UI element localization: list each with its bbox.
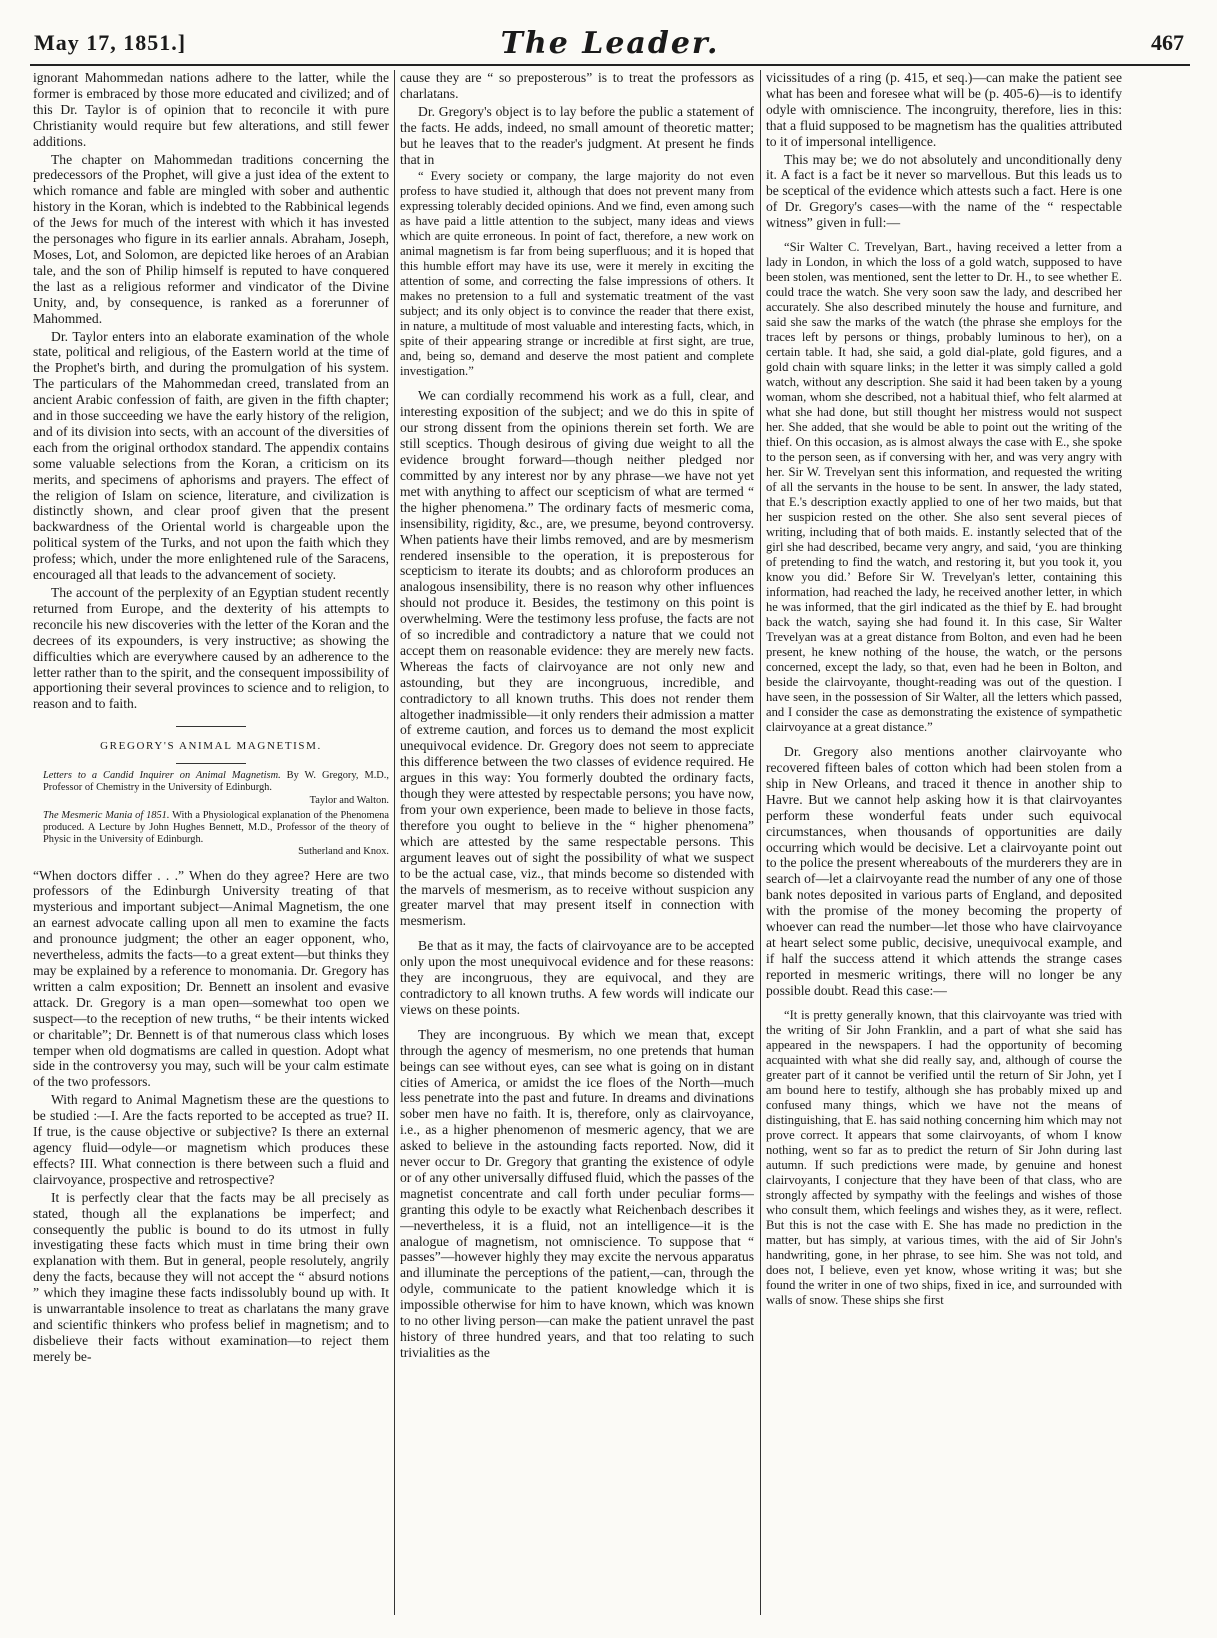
paragraph: The account of the perplexity of an Egyptian student recently returned from Europe, and the dexterity of his attempts to reconcile his new discoveries with the letter of the Koran and the decrees of its expounders, is very instructive; as showing the difficulties which are everywhere caused by an adherence to the letter rather than to the spirit, and the consequent impossibility of apportioning their several provinces to science and to religion, to reason and to faith. [33, 585, 389, 712]
paragraph: The chapter on Mahommedan traditions concerning the predecessors of the Prophet, will give a just idea of the extent to which romance and fable are mingled with sober and authentic history in the Koran, which is indebted to the Rabbinical legends of the Jews for much of the interest with which it has invested the personages who figure in its earlier annals. Abraham, Joseph, Moses, Lot, and Solomon, are depicted like heroes of an Arabian tale, and the son of Philip himself is reputed to have conquered the last as a religious reformer and vindicator of the Divine Unity, and, by consequence, is ranked as a forerunner of Mahommed. [33, 151, 389, 326]
paragraph: We can cordially recommend his work as a full, clear, and interesting exposition of the subject; and we do this in spite of our strong dissent from the opinions therein set forth. We are still sceptics. Though desirous of giving due weight to all the evidence brought forward—though neither pledged nor committed by any interest nor by any phrase—we have not yet met with anything to affect our scepticism of what are termed “ the higher phenomena.” The ordinary facts of mesmeric coma, insensibility, rigidity, &c., are, we presume, beyond controversy. When patients have their limbs removed, and are by mesmerism rendered insensible to the operation, it is preposterous for scepticism to iterate its doubts; and as chloroform produces an analogous insensibility, there is no reason why other influences should not produce it. Besides, the testimony on this point is overwhelming. Were the testimony less profuse, the facts are not of so incredible and contradictory a nature that we could not accept them on reasonable evidence: they are merely new facts. Whereas the facts of clairvoyance are not only new and astounding, but they are incongruous, incredible, and contradictory to all known truths. This does not render them altogether inadmissible—it only renders their admission a matter of extreme caution, and forces us to demand the most explicit unequivocal evidence. Dr. Gregory does not seem to appreciate this difference between the two classes of evidence required. He argues in this way: You formerly doubted the ordinary facts, though they were attested by respectable persons; you have now, from your own experience, been made to believe in those facts, therefore you ought to believe in the “ higher phenomena” which are attested by the same respectable persons. This argument leaves out of sight the possibility of what we suspect to be the actual case, viz., that minds become so distended with the marvels of mesmerism, as to receive without suspicion any greater marvel that may present itself in connection with mesmerism. [400, 388, 754, 929]
paragraph: Dr. Taylor enters into an elaborate examination of the whole state, political and religious, of the Eastern world at the time of the Prophet's birth, and during the promulgation of his system. The particulars of the Mahommedan creed, translated from an ancient Arabic confession of faith, are given in the fifth chapter; and in those succeeding we have the early history of the religion, and of its division into sects, with an account of the diversities of each from the original orthodox standard. The appendix contains some valuable selections from the Koran, a criticism on its merits, and specimens of aphorisms and prayers. The effect of the religion of Islam on science, literature, and civilization is distinctly shown, and clear proof given that the present backwardness of the Oriental world is chargeable upon the political system of the Turks, and not upon the faith which they profess; which, under the more enlightened rule of the Saracens, encouraged all that leads to the advancement of society. [33, 328, 389, 583]
paragraph: Dr. Gregory also mentions another clairvoyante who recovered fifteen bales of cotton which had been stolen from a ship in New Orleans, and traced it thence in another ship to Havre. But we cannot help asking how it is that clairvoyantes perform these wonderful feats under such equivocal circumstances, when thousands of opportunities are daily occurring which would be decisive. Let a clairvoyante point out to the police the present whereabouts of the murderers they are in search of—let a clairvoyante read the number of any one of those bank notes deposited in various parts of England, and deposited with the promise of the money becoming the property of whoever can read the number—let those who have clairvoyance at heart select some public, decisive, unequivocal example, and if half the success attend it which attends the strange cases reported in mesmeric writings, there will no longer be any possible doubt. Read this case:— [766, 744, 1122, 998]
paragraph: Dr. Gregory's object is to lay before the public a statement of the facts. He adds, indeed, no small amount of theoretic matter; but he leaves that to the reader's judgment. At present he finds that in [400, 103, 754, 167]
book-author: With a Physiological explanation of the Phenomena produced. A Lecture by John Hughes Bennett, M.D., Professor of the theory of Physic in the University of Edinburgh. [43, 809, 389, 846]
section-heading [33, 726, 389, 764]
block-quote: “It is pretty generally known, that this clairvoyante was tried with the writing of Sir John Franklin, and a part of what she said has appeared in the newspapers. I had the opportunity of becoming acquainted with what she did really say, and, although of course the greater part of it cannot be verified until the return of Sir John, yet I am bound here to testify, although she has probably mixed up and confused many things, which we have not the means of distinguishing, that E. has said nothing concerning him which may not prove correct. It appears that some clairvoyants, of whom I know nothing, went so far as to predict the return of Sir John during last autumn. If such predictions were made, by genuine and honest clairvoyants, I conjecture that they have been of that class, who are strongly affected by sympathy with the feelings and wishes of those who consult them, which feelings and wishes they, as it were, reflect. But this is not the case with E. She has made no prediction in the matter, but has simply, at various times, with the aid of Sir John's handwriting, gone, in her phrase, to see him. She was not told, and does not, I believe, even yet know, whose writing it was; but she found the writer in one of two ships, fixed in ice, and surrounded with walls of snow. These ships she first [766, 1007, 1122, 1307]
book-publisher: Taylor and Walton. [309, 794, 389, 806]
issue-date: May 17, 1851.] [34, 30, 187, 55]
paragraph: ignorant Mahommedan nations adhere to the latter, while the former is embraced by those more educated and civilized; and of this Dr. Taylor is of opinion that to reconcile it with pure Christianity would require but few alterations, and still fewer additions. [33, 70, 389, 149]
block-quote: “Sir Walter C. Trevelyan, Bart., having received a letter from a lady in London, in which the loss of a gold watch, supposed to have been stolen, was mentioned, sent the letter to Dr. H., to see whether E. could trace the watch. She very soon saw the lady, and described her accurately. She also described minutely the house and furniture, and said she saw the marks of the watch (the phrase she employs for the traces left by persons or things, probably luminous to her), on a certain table. It had, she said, a gold dial-plate, gold figures, and a gold chain with square links; in the letter it was simply called a gold watch, without any description. She said it had been taken by a young woman, whom she described, not a habitual thief, who felt alarmed at what she had done, but still thought her mistress would not suspect her. She added, that she would be able to point out the writing of the thief. On this occasion, as is almost always the case with E., she spoke to the person seen, as if conversing with her, and was very angry with her. Sir W. Trevelyan sent this information, and requested the writing of all the servants in the house to be sent. In answer, the lady stated, that E.'s description exactly applied to one of her two maids, but that her suspicion rested on the other. She also sent several pieces of writing, including that of both maids. E. instantly selected that of the girl she had described, became very angry, and said, ‘you are thinking of pretending to find the watch, and restoring it, but you took it, you know you did.’ Before Sir W. Trevelyan's letter, containing this information, had reached the lady, he received another letter, in which he was informed, that the girl indicated as the thief by E. had brought back the watch, saying she had found it. In this case, Sir Walter Trevelyan was at a great distance from Bolton, and even had he been present, he knew nothing of the house, the watch, or the persons concerned, except the lady, so that, even had he been in Bolton, and beside the clairvoyante, thought-reading was out of the question. I have seen, in the possession of Sir Walter, all the letters which passed, and I consider the case as demonstrating the existence of sympathetic clairvoyance at a great distance.” [766, 240, 1122, 735]
book-citation-1 [33, 770, 389, 807]
paragraph: vicissitudes of a ring (p. 415, et seq.)—can make the patient see what has been and foresee what will be (p. 405-6)—is to identify odyle with omniscience. The incongruity, therefore, lies in this: that a fluid supposed to be magnetism has the qualities attributed to it of impersonal intelligence. [766, 70, 1122, 149]
column-3 [766, 70, 1122, 1615]
column-1 [33, 70, 389, 1615]
masthead [30, 24, 1190, 66]
paragraph: It is perfectly clear that the facts may be all precisely as stated, though all the explanations be imperfect; and consequently the public is bound to do its utmost in fully investigating these facts which must in time bring their own explanation with them. But in general, people resolutely, angrily deny the facts, because they will not accept the “ absurd notions ” which they imagine these facts indissolubly bound up with. It is unwarrantable insolence to treat as charlatans the many grave and scientific thinkers who profess belief in magnetism; and to disbelieve their facts without examination—to reject them merely be- [33, 1189, 389, 1364]
section-divider [176, 763, 246, 764]
paragraph: They are incongruous. By which we mean that, except through the agency of mesmerism, no one pretends that human beings can see without eyes, can see what is going on in distant cities of America, or amidst the ice floes of the North—much less penetrate into the past and future. In dreams and divinations sober men have no faith. It is, therefore, only as clairvoyance, i.e., as a higher phenomenon of mesmeric agency, that we are asked to believe in the astounding facts reported. Now, did it never occur to Dr. Gregory that granting the existence of odyle or of any other universally diffused fluid, which the passes of the magnetist concentrate and call forth under peculiar forms—granting this odyle to be exactly what Reichenbach describes it—nevertheless, it is a fluid, not an intelligence—it is the analogue of magnetism, not omniscience. To suppose that “ passes”—however highly they may excite the nervous apparatus and illuminate the perceptions of the patient,—can, through the odyle, communicate to the patient knowledge which it is impossible otherwise for him to have known, which was known to no other living person—can make the patient unravel the past history of three hundred years, and that too relating to such trivialities as the [400, 1026, 754, 1360]
column-rule-2 [760, 70, 761, 1615]
book-publisher: Sutherland and Knox. [298, 846, 389, 858]
book-citation-2 [33, 810, 389, 859]
paragraph: This may be; we do not absolutely and unconditionally deny it. A fact is a fact be it never so marvellous. But this leads us to be sceptical of the evidence which attests such a fact. Here is one of Dr. Gregory's cases—with the name of the “ respectable witness” given in full:— [766, 151, 1122, 231]
newspaper-title: The Leader. [500, 26, 720, 61]
book-title: Letters to a Candid Inquirer on Animal Magnetism. [43, 770, 281, 782]
column-2 [400, 70, 754, 1615]
paragraph: Be that as it may, the facts of clairvoyance are to be accepted only upon the most unequivocal evidence and for these reasons: they are incongruous, they are equivocal, and they are contradictory to all known truths. A few words will indicate our views on these points. [400, 938, 754, 1017]
book-title: The Mesmeric Mania of 1851. [43, 809, 170, 821]
column-rule-1 [394, 70, 395, 1615]
section-heading-text: GREGORY'S ANIMAL MAGNETISM. [100, 740, 322, 753]
paragraph: With regard to Animal Magnetism these are the questions to be studied :—I. Are the facts reported to be accepted as true? II. If true, is the cause objective or subjective? Is there an external agency fluid—odyle—or magnetism which produces these effects? III. What connection is there between such a fluid and clairvoyance, prospective and retrospective? [33, 1092, 389, 1187]
paragraph: “When doctors differ . . .” When do they agree? Here are two professors of the Edinburgh University treating of that mysterious and important subject—Animal Magnetism, the one an earnest advocate calling upon all men to examine the facts and pronounce judgment; the other an eager opponent, who, nevertheless, admits the facts—to a great extent—but thinks they may be explained by a reference to monomania. Dr. Gregory has written a calm exposition; Dr. Bennett an insolent and evasive attack. Dr. Gregory is a man open—somewhat too open we suspect—to the reception of new truths, “ be their intents wicked or charitable”; Dr. Bennett is of that numerous class which loses temper when old dogmatisms are called in question. Adopt what side in the controversy you may, such will be your calm estimate of the two professors. [33, 867, 389, 1090]
paragraph: cause they are “ so preposterous” is to treat the professors as charlatans. [400, 70, 754, 101]
page-number: 467 [1151, 30, 1184, 55]
section-divider [176, 726, 246, 727]
book-author: By W. Gregory, M.D., Professor of Chemistry in the University of Edinburgh. [43, 770, 389, 794]
block-quote: “ Every society or company, the large majority do not even profess to have studied it, although that does not prevent many from expressing tolerably decided opinions. And we find, even among such as have paid a little attention to the subject, many ideas and views which are quite erroneous. In point of fact, therefore, a new work on animal magnetism is far from being superfluous; and it is hoped that this humble effort may have its use, were it merely in exciting the attention of some, and correcting the false impressions of others. It makes no pretension to a full and systematic treatment of the vast subject; and its only object is to convince the reader that there exist, in nature, a multitude of most valuable and interesting facts, which, in spite of their appearing strange or incredible at first sight, are true, and, being so, demand and deserve the most patient and complete investigation.” [400, 169, 754, 379]
